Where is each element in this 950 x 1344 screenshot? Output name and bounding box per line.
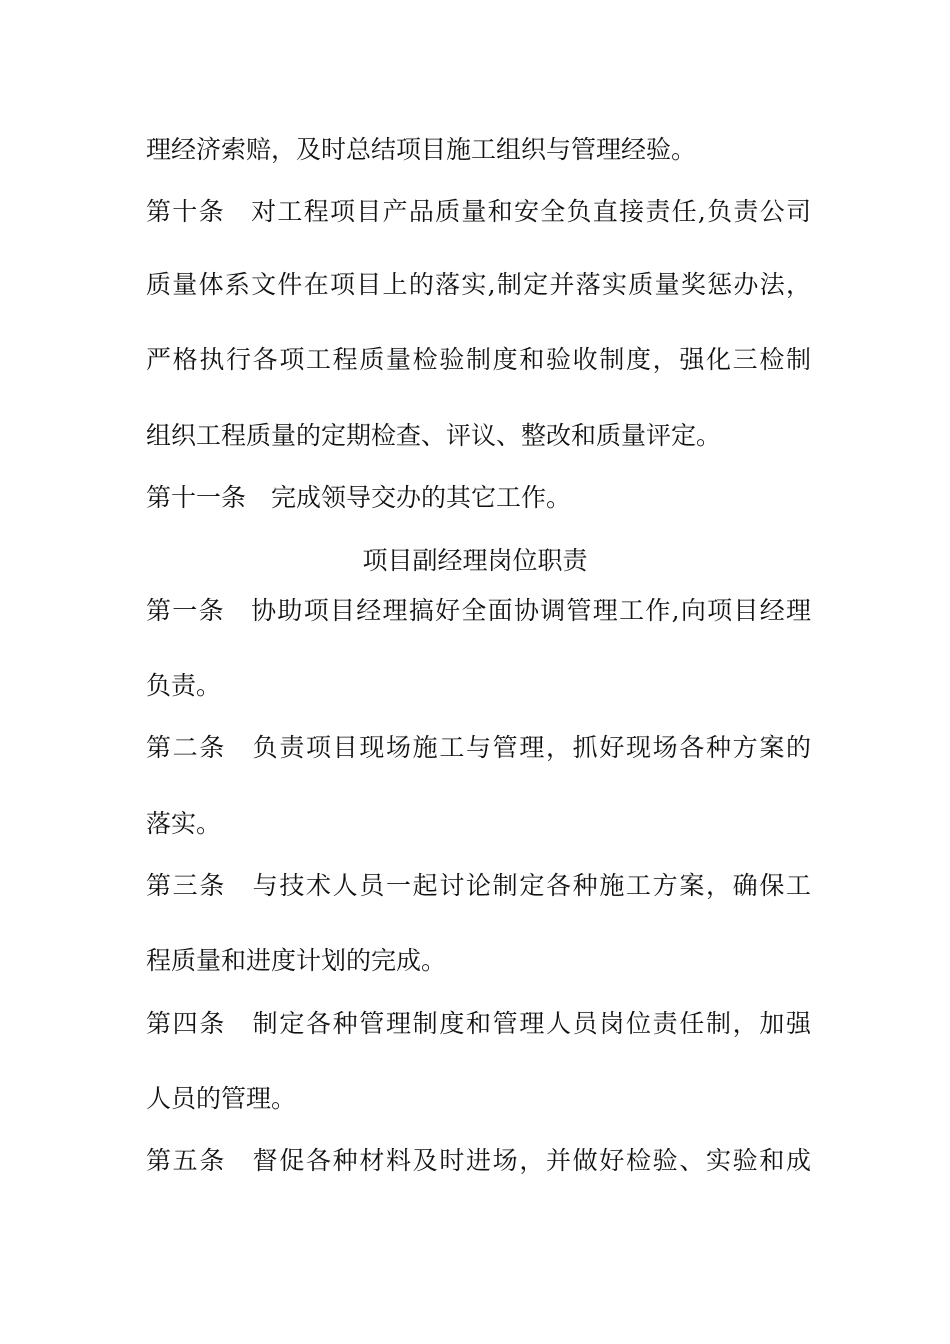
- text-line-16: 第五条 督促各种材料及时进场，并做好检验、实验和成: [146, 1146, 811, 1175]
- section-heading: 项目副经理岗位职责: [362, 546, 588, 575]
- text-line-6: 第十一条 完成领导交办的其它工作。: [146, 483, 572, 512]
- text-line-4: 严格执行各项工程质量检验制度和验收制度，强化三检制: [146, 345, 811, 374]
- text-line-5: 组织工程质量的定期检查、评议、整改和质量评定。: [146, 421, 722, 450]
- text-line-12: 第三条 与技术人员一起讨论制定各种施工方案，确保工: [146, 871, 811, 900]
- text-line-1: 理经济索赔，及时总结项目施工组织与管理经验。: [146, 135, 697, 164]
- text-line-3: 质量体系文件在项目上的落实,制定并落实质量奖惩办法，: [146, 270, 811, 299]
- text-line-11: 落实。: [146, 809, 222, 838]
- text-line-9: 负责。: [146, 671, 222, 700]
- text-line-10: 第二条 负责项目现场施工与管理，抓好现场各种方案的: [146, 733, 811, 762]
- text-line-2: 第十条 对工程项目产品质量和安全负直接责任,负责公司: [146, 197, 811, 226]
- text-line-14: 第四条 制定各种管理制度和管理人员岗位责任制，加强: [146, 1009, 811, 1038]
- text-line-8: 第一条 协助项目经理搞好全面协调管理工作,向项目经理: [146, 596, 811, 625]
- text-line-13: 程质量和进度计划的完成。: [146, 946, 447, 975]
- text-line-15: 人员的管理。: [146, 1084, 297, 1113]
